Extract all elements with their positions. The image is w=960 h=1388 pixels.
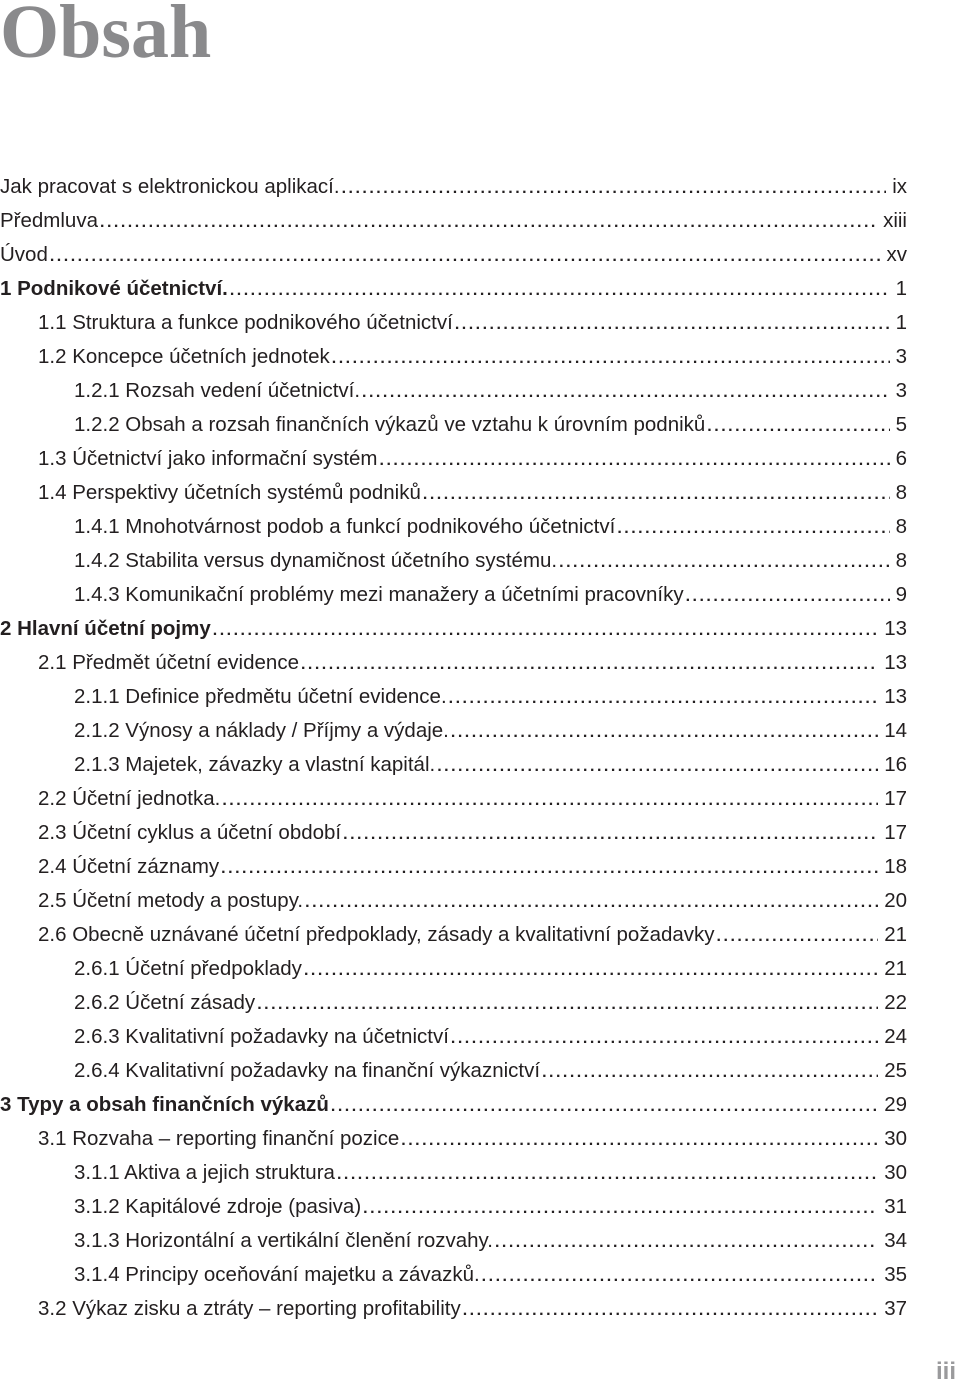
dot-leader bbox=[50, 238, 881, 272]
toc-entry-page-number: 14 bbox=[884, 719, 907, 742]
dot-leader bbox=[331, 1088, 878, 1122]
toc-entry[interactable] bbox=[0, 408, 907, 442]
dot-leader bbox=[559, 544, 889, 578]
dot-leader bbox=[213, 612, 878, 646]
dot-leader bbox=[362, 374, 890, 408]
toc-entry-page-number: 24 bbox=[884, 1025, 907, 1048]
toc-entry-page-number: ix bbox=[892, 175, 907, 198]
toc-entry-page-number: 13 bbox=[884, 685, 907, 708]
toc-entry-title: 2.6 Obecně uznávané účetní předpoklady, zásady a kvalitativní požadavky bbox=[38, 923, 715, 946]
dot-leader bbox=[257, 986, 878, 1020]
toc-entry[interactable] bbox=[0, 748, 907, 782]
dot-leader bbox=[301, 646, 878, 680]
dot-leader bbox=[707, 408, 889, 442]
toc-entry-title: 2.2 Účetní jednotka. bbox=[38, 787, 221, 810]
dot-leader bbox=[305, 884, 878, 918]
dot-leader bbox=[332, 340, 890, 374]
toc-entry-page-number: 3 bbox=[895, 345, 907, 368]
toc-entry-title: 1.1 Struktura a funkce podnikového účetnictví bbox=[38, 311, 453, 334]
toc-entry[interactable] bbox=[0, 1054, 907, 1088]
toc-entry[interactable] bbox=[0, 646, 907, 680]
toc-entry[interactable] bbox=[0, 204, 907, 238]
dot-leader bbox=[100, 204, 877, 238]
toc-entry-page-number: 5 bbox=[895, 413, 907, 436]
toc-entry-page-number: 35 bbox=[884, 1263, 907, 1286]
toc-entry-page-number: xv bbox=[886, 243, 907, 266]
dot-leader bbox=[451, 714, 878, 748]
toc-entry[interactable] bbox=[0, 1088, 907, 1122]
toc-entry-title: 2.1.2 Výnosy a náklady / Příjmy a výdaje. bbox=[74, 719, 449, 742]
toc-entry-page-number: 9 bbox=[895, 583, 907, 606]
toc-entry[interactable] bbox=[0, 680, 907, 714]
toc-entry-title: 3.1.3 Horizontální a vertikální členění rozvahy. bbox=[74, 1229, 493, 1252]
toc-entry[interactable] bbox=[0, 816, 907, 850]
toc-entry[interactable] bbox=[0, 884, 907, 918]
toc-entry-title: 2.6.1 Účetní předpoklady bbox=[74, 957, 302, 980]
toc-entry-page-number: 20 bbox=[884, 889, 907, 912]
toc-entry-title: Úvod bbox=[0, 243, 48, 266]
toc-entry-title: 3.1.2 Kapitálové zdroje (pasiva) bbox=[74, 1195, 362, 1218]
toc-entry[interactable] bbox=[0, 918, 907, 952]
table-of-contents bbox=[0, 170, 907, 1326]
toc-entry-page-number: 37 bbox=[884, 1297, 907, 1320]
toc-entry-title: 2.6.4 Kvalitativní požadavky na finanční výkaznictví bbox=[74, 1059, 541, 1082]
toc-entry-title: 1.4.2 Stabilita versus dynamičnost účetního systému. bbox=[74, 549, 558, 572]
toc-entry-title: 1.4 Perspektivy účetních systémů podniků bbox=[38, 481, 421, 504]
toc-entry-page-number: 8 bbox=[895, 481, 907, 504]
toc-entry-page-number: 18 bbox=[884, 855, 907, 878]
toc-entry-page-number: xiii bbox=[883, 209, 907, 232]
toc-entry-page-number: 17 bbox=[884, 821, 907, 844]
toc-entry-title: Jak pracovat s elektronickou aplikací. bbox=[0, 175, 340, 198]
toc-entry[interactable] bbox=[0, 1258, 907, 1292]
toc-entry[interactable] bbox=[0, 986, 907, 1020]
toc-entry-title: 2.3 Účetní cyklus a účetní období bbox=[38, 821, 342, 844]
toc-entry-page-number: 25 bbox=[884, 1059, 907, 1082]
toc-entry-title: 1.4.3 Komunikační problémy mezi manažery a účetními pracovníky bbox=[74, 583, 684, 606]
toc-entry[interactable] bbox=[0, 238, 907, 272]
toc-entry-title: 3.1.4 Principy oceňování majetku a závazků. bbox=[74, 1263, 480, 1286]
toc-entry-title: 3.1.1 Aktiva a jejich struktura bbox=[74, 1161, 335, 1184]
dot-leader bbox=[686, 578, 890, 612]
dot-leader bbox=[380, 442, 890, 476]
dot-leader bbox=[222, 782, 878, 816]
toc-entry[interactable] bbox=[0, 612, 907, 646]
dot-leader bbox=[423, 476, 890, 510]
page-number: iii bbox=[935, 1358, 956, 1385]
dot-leader bbox=[342, 170, 887, 204]
toc-entry-page-number: 17 bbox=[884, 787, 907, 810]
dot-leader bbox=[363, 1190, 878, 1224]
dot-leader bbox=[337, 1156, 878, 1190]
dot-leader bbox=[495, 1224, 878, 1258]
dot-leader bbox=[542, 1054, 878, 1088]
toc-entry[interactable] bbox=[0, 374, 907, 408]
toc-entry-page-number: 29 bbox=[884, 1093, 907, 1116]
dot-leader bbox=[401, 1122, 878, 1156]
toc-entry-title: 3.1 Rozvaha – reporting finanční pozice bbox=[38, 1127, 400, 1150]
toc-entry[interactable] bbox=[0, 1292, 907, 1326]
toc-entry-page-number: 30 bbox=[884, 1161, 907, 1184]
toc-entry-title: 2.6.2 Účetní zásady bbox=[74, 991, 256, 1014]
dot-leader bbox=[437, 748, 878, 782]
toc-entry[interactable] bbox=[0, 306, 907, 340]
toc-entry-title: 1.4.1 Mnohotvárnost podob a funkcí podnikového účetnictví bbox=[74, 515, 616, 538]
toc-entry-title: 3 Typy a obsah finančních výkazů bbox=[0, 1093, 329, 1116]
toc-entry-page-number: 21 bbox=[884, 923, 907, 946]
toc-entry[interactable] bbox=[0, 510, 907, 544]
page-title: Obsah bbox=[0, 0, 212, 74]
dot-leader bbox=[449, 680, 879, 714]
toc-entry-page-number: 1 bbox=[895, 277, 907, 300]
toc-entry-page-number: 34 bbox=[884, 1229, 907, 1252]
toc-entry-title: 2.5 Účetní metody a postupy. bbox=[38, 889, 304, 912]
toc-entry[interactable] bbox=[0, 170, 907, 204]
toc-entry-title: 1 Podnikové účetnictví. bbox=[0, 277, 228, 300]
toc-entry-page-number: 16 bbox=[884, 753, 907, 776]
dot-leader bbox=[451, 1020, 878, 1054]
toc-entry-page-number: 8 bbox=[895, 549, 907, 572]
toc-entry[interactable] bbox=[0, 476, 907, 510]
toc-entry-page-number: 30 bbox=[884, 1127, 907, 1150]
toc-entry[interactable] bbox=[0, 544, 907, 578]
toc-entry-title: 2.4 Účetní záznamy bbox=[38, 855, 220, 878]
toc-entry[interactable] bbox=[0, 340, 907, 374]
toc-entry-title: 1.3 Účetnictví jako informační systém bbox=[38, 447, 378, 470]
toc-entry-title: 2.1 Předmět účetní evidence bbox=[38, 651, 299, 674]
toc-entry[interactable] bbox=[0, 1122, 907, 1156]
toc-entry[interactable] bbox=[0, 1020, 907, 1054]
dot-leader bbox=[463, 1292, 878, 1326]
toc-entry-page-number: 31 bbox=[884, 1195, 907, 1218]
toc-entry-title: 2.1.1 Definice předmětu účetní evidence. bbox=[74, 685, 447, 708]
toc-entry[interactable] bbox=[0, 714, 907, 748]
toc-entry-page-number: 13 bbox=[884, 651, 907, 674]
dot-leader bbox=[230, 272, 890, 306]
dot-leader bbox=[617, 510, 889, 544]
toc-entry-page-number: 22 bbox=[884, 991, 907, 1014]
toc-entry-page-number: 3 bbox=[895, 379, 907, 402]
toc-entry[interactable] bbox=[0, 1190, 907, 1224]
toc-entry-page-number: 13 bbox=[884, 617, 907, 640]
toc-entry-title: 2 Hlavní účetní pojmy bbox=[0, 617, 211, 640]
toc-entry-page-number: 8 bbox=[895, 515, 907, 538]
dot-leader bbox=[482, 1258, 879, 1292]
toc-entry-title: 1.2.1 Rozsah vedení účetnictví. bbox=[74, 379, 361, 402]
dot-leader bbox=[343, 816, 878, 850]
toc-entry[interactable] bbox=[0, 952, 907, 986]
toc-entry-title: 1.2.2 Obsah a rozsah finančních výkazů ve vztahu k úrovním podniků bbox=[74, 413, 706, 436]
toc-entry-title: 1.2 Koncepce účetních jednotek bbox=[38, 345, 330, 368]
toc-entry[interactable] bbox=[0, 1224, 907, 1258]
toc-entry[interactable] bbox=[0, 850, 907, 884]
toc-entry-title: 2.1.3 Majetek, závazky a vlastní kapitál. bbox=[74, 753, 436, 776]
dot-leader bbox=[304, 952, 878, 986]
dot-leader bbox=[455, 306, 890, 340]
toc-entry[interactable] bbox=[0, 442, 907, 476]
toc-entry-page-number: 6 bbox=[895, 447, 907, 470]
dot-leader bbox=[221, 850, 878, 884]
toc-entry[interactable] bbox=[0, 578, 907, 612]
toc-entry[interactable] bbox=[0, 1156, 907, 1190]
toc-entry-title: 3.2 Výkaz zisku a ztráty – reporting profitability bbox=[38, 1297, 461, 1320]
toc-entry[interactable] bbox=[0, 272, 907, 306]
dot-leader bbox=[717, 918, 879, 952]
toc-entry-page-number: 1 bbox=[895, 311, 907, 334]
toc-entry-title: Předmluva bbox=[0, 209, 98, 232]
toc-entry[interactable] bbox=[0, 782, 907, 816]
toc-entry-page-number: 21 bbox=[884, 957, 907, 980]
toc-entry-title: 2.6.3 Kvalitativní požadavky na účetnictví bbox=[74, 1025, 449, 1048]
